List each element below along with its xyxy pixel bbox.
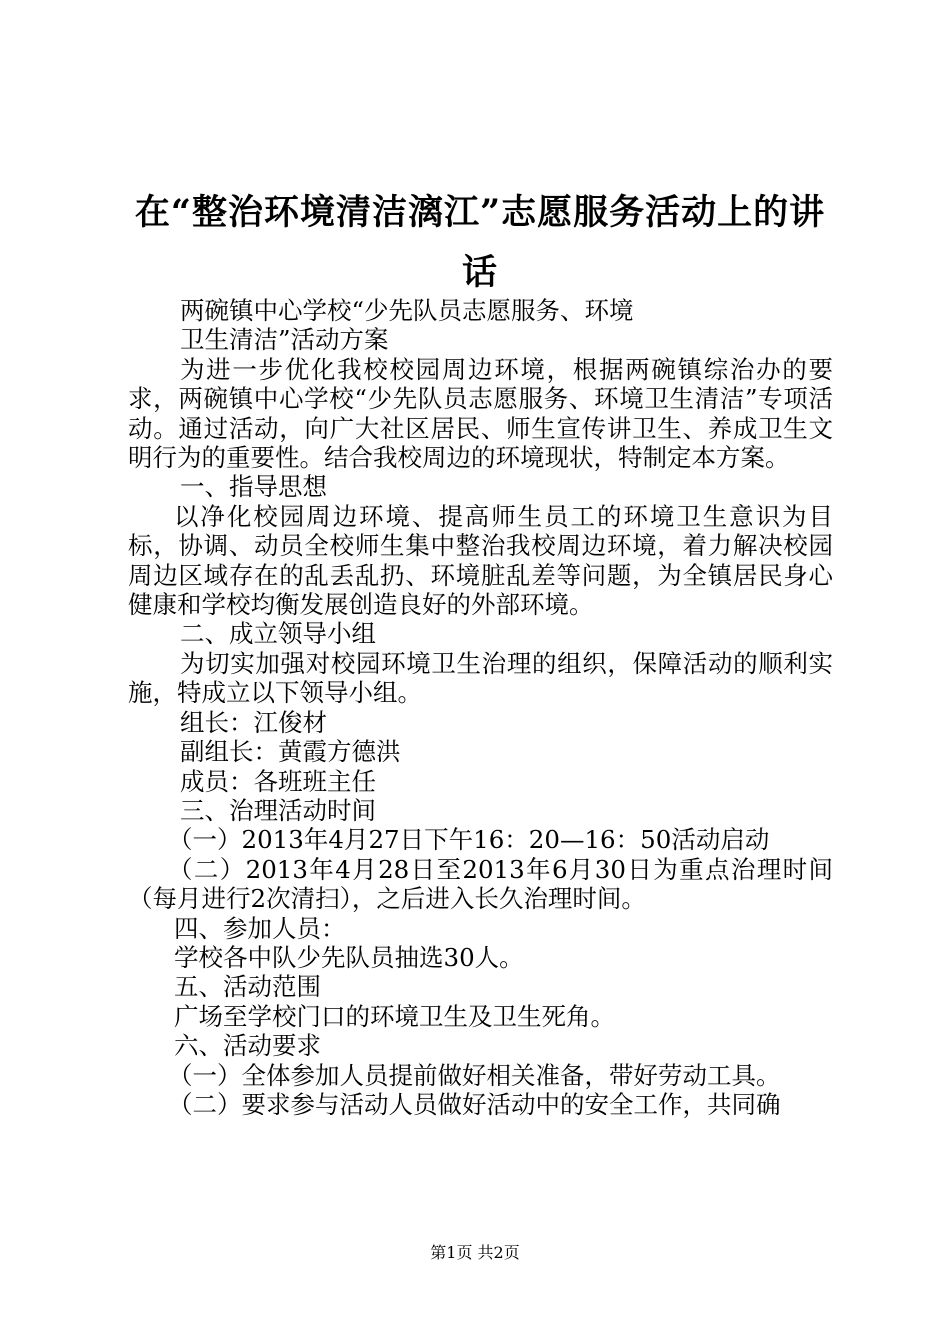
document-title: 在“整治环境清洁漓江”志愿服务活动上的讲话 <box>134 192 826 293</box>
section-heading-2: 二、成立领导小组 <box>180 619 376 649</box>
paragraph-guiding-idea: 以净化校园周边环境、提高师生员工的环境卫生意识为目标，协调、动员全校师生集中整治我校周边环境，着力解决校园周边区域存在的乱丢乱扔、环境脏乱差等问题，为全镇居民身心健康和学校均衡发展创造良好的外部环境。 <box>128 501 833 620</box>
paragraph-participants: 学校各中队少先队员抽选30人。 <box>174 942 524 972</box>
list-item-leader: 组长：江俊材 <box>180 707 327 737</box>
paragraph-subtitle-1: 两碗镇中心学校“少先队员志愿服务、环境 <box>180 296 634 325</box>
paragraph-requirement-1: （一）全体参加人员提前做好相关准备，带好劳动工具。 <box>168 1060 781 1090</box>
list-item-deputy: 副组长：黄霞方德洪 <box>180 737 401 767</box>
section-heading-3: 三、治理活动时间 <box>180 795 376 825</box>
section-heading-5: 五、活动范围 <box>174 972 321 1002</box>
paragraph-subtitle-2: 卫生清洁”活动方案 <box>180 325 389 355</box>
document-body <box>128 296 833 1119</box>
paragraph-time-1: （一）2013年4月27日下午16：20—16：50活动启动 <box>168 825 770 855</box>
section-heading-1: 一、指导思想 <box>180 472 327 502</box>
paragraph-time-2: （二）2013年4月28日至2013年6月30日为重点治理时间（每月进行2次清扫），之后进入长久治理时间。 <box>128 854 833 914</box>
page-footer: 第1页 共2页 <box>430 1243 520 1262</box>
paragraph-scope: 广场至学校门口的环境卫生及卫生死角。 <box>174 1001 615 1031</box>
section-heading-4: 四、参加人员： <box>174 913 346 943</box>
paragraph-intro: 为进一步优化我校校园周边环境，根据两碗镇综治办的要求，两碗镇中心学校“少先队员志愿服务、环境卫生清洁”专项活动。通过活动，向广大社区居民、师生宣传讲卫生、养成卫生文明行为的重要性。结合我校周边的环境现状，特制定本方案。 <box>128 354 833 473</box>
paragraph-leadership: 为切实加强对校园环境卫生治理的组织，保障活动的顺利实施，特成立以下领导小组。 <box>128 648 833 708</box>
section-heading-6: 六、活动要求 <box>174 1031 321 1061</box>
paragraph-requirement-2: （二）要求参与活动人员做好活动中的安全工作，共同确 <box>168 1089 781 1119</box>
list-item-members: 成员：各班班主任 <box>180 766 376 796</box>
